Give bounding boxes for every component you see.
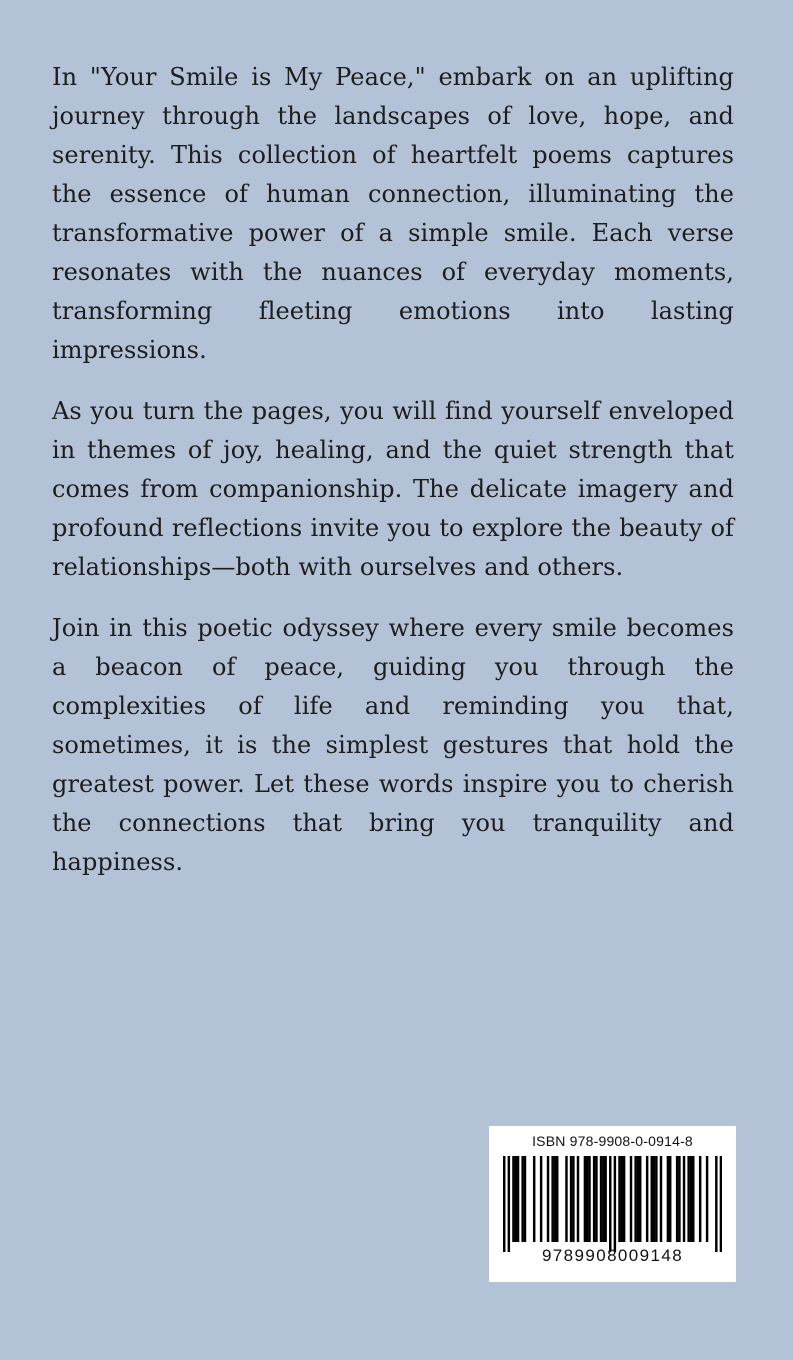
blurb-paragraph-3: Join in this poetic odyssey where every smile becomes a beacon of peace, guiding you through the complexities of life and reminding you that, sometimes, it is the simplest gestures that hold the greatest power. Let these words inspire you to cherish the connections that bring you tranquility and happiness. bbox=[52, 614, 734, 876]
barcode-bar bbox=[692, 1156, 694, 1242]
barcode-bar bbox=[551, 1156, 553, 1242]
barcode-bar bbox=[653, 1156, 655, 1242]
barcode-bar bbox=[547, 1156, 549, 1242]
barcode-bar bbox=[637, 1156, 639, 1242]
barcode-bar bbox=[621, 1156, 623, 1242]
blurb-paragraph-1: In "Your Smile is My Peace," embark on an uplifting journey through the landscapes of love, hope, and serenity. This collection of heartfelt poems captures the essence of human connection, illuminating the transformative power of a simple smile. Each verse resonates with the nuances of everyday moments, transforming fleeting emotions into lasting impressions. bbox=[52, 63, 734, 364]
barcode-bar bbox=[690, 1156, 692, 1242]
barcode-bar bbox=[572, 1156, 574, 1242]
barcode-bar bbox=[524, 1156, 526, 1242]
barcode-bar bbox=[646, 1156, 648, 1242]
barcode-bar bbox=[521, 1156, 523, 1242]
barcode-bar bbox=[570, 1156, 572, 1242]
barcode-bar bbox=[687, 1156, 689, 1242]
barcode-bar bbox=[720, 1156, 722, 1252]
barcode-bar bbox=[602, 1156, 604, 1242]
barcode-bar bbox=[517, 1156, 519, 1242]
barcode-bar bbox=[533, 1156, 535, 1242]
barcode-bar bbox=[508, 1156, 510, 1252]
barcode-bar bbox=[669, 1156, 671, 1242]
barcode-bar bbox=[676, 1156, 678, 1242]
barcode-bar bbox=[630, 1156, 632, 1242]
barcode-bar bbox=[515, 1156, 517, 1242]
barcode-bar bbox=[512, 1156, 514, 1242]
barcode-bar bbox=[667, 1156, 669, 1242]
back-cover-blurb bbox=[52, 58, 734, 904]
barcode-bar bbox=[595, 1156, 597, 1242]
barcode-bar bbox=[588, 1156, 590, 1242]
barcode-bar bbox=[503, 1156, 505, 1252]
barcode-bar bbox=[655, 1156, 657, 1242]
barcode-bar bbox=[660, 1156, 662, 1242]
barcode-bar bbox=[554, 1156, 556, 1242]
isbn-label: ISBN 978-9908-0-0914-8 bbox=[532, 1133, 693, 1149]
barcode-bar bbox=[593, 1156, 595, 1242]
barcode-bar bbox=[678, 1156, 680, 1242]
barcode-bar bbox=[623, 1156, 625, 1242]
barcode-bar bbox=[699, 1156, 701, 1242]
barcode-bar bbox=[540, 1156, 542, 1242]
barcode-bar bbox=[577, 1156, 579, 1242]
barcode-bar bbox=[604, 1156, 606, 1242]
barcode-bar bbox=[565, 1156, 567, 1242]
barcode-bar bbox=[584, 1156, 586, 1242]
blurb-paragraph-2: As you turn the pages, you will find yourself enveloped in themes of joy, healing, and the quiet strength that comes from companionship. The delicate imagery and profound reflections invite you to explore the beauty of relationships—both with ourselves and others. bbox=[52, 397, 734, 581]
barcode-bar bbox=[609, 1156, 611, 1252]
barcode-bar bbox=[639, 1156, 641, 1242]
barcode-bar bbox=[634, 1156, 636, 1242]
barcode-bar bbox=[618, 1156, 620, 1242]
isbn-digits: 9789908009148 bbox=[541, 1246, 684, 1265]
isbn-barcode-box bbox=[489, 1126, 736, 1282]
barcode-bar bbox=[683, 1156, 685, 1242]
barcode-bar bbox=[715, 1156, 717, 1252]
barcode-bar bbox=[706, 1156, 708, 1242]
barcode-bar bbox=[600, 1156, 602, 1242]
barcode-bar bbox=[651, 1156, 653, 1242]
barcode-bar bbox=[556, 1156, 558, 1242]
barcode-bar bbox=[586, 1156, 588, 1242]
barcode-bar bbox=[614, 1156, 616, 1252]
